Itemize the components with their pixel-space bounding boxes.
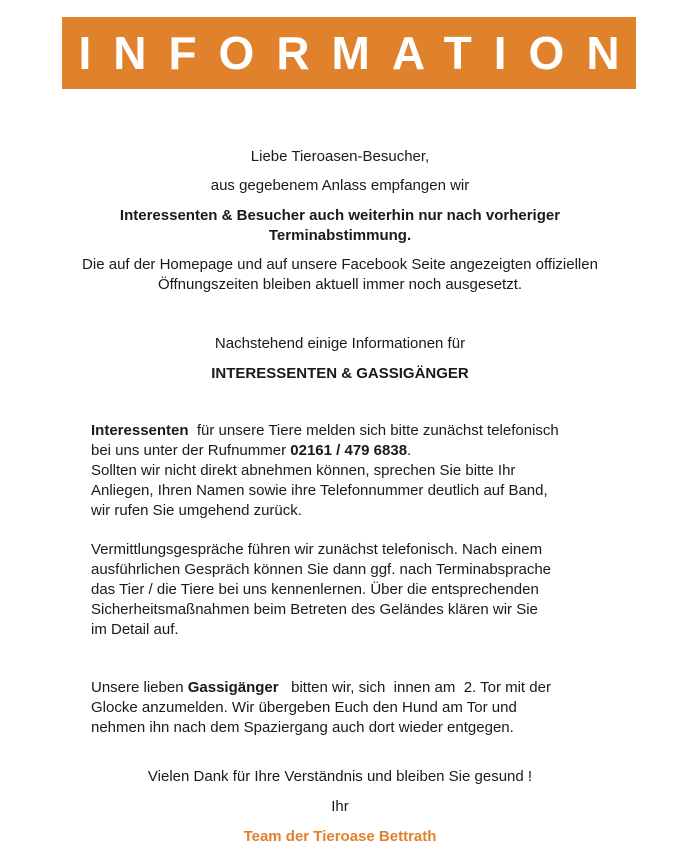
thanks-line: Vielen Dank für Ihre Verständnis und bleiben Sie gesund ! — [147, 768, 533, 785]
interested-line-1 — [91, 421, 591, 441]
mediation-line-2: ausführlichen Gespräch können Sie dann ggf. nach Terminabsprache — [91, 561, 552, 578]
interested-line-2 — [91, 441, 591, 461]
interested-label: Interessenten — [91, 422, 189, 439]
banner-title: INFORMATION — [78, 27, 642, 79]
walkers-line-1 — [91, 678, 591, 698]
mediation-section — [91, 540, 591, 640]
greeting: Liebe Tieroasen-Besucher, — [250, 148, 430, 165]
interested-line-4: Anliegen, Ihren Namen sowie ihre Telefonnummer deutlich auf Band, — [91, 482, 548, 499]
notice-line-2: Terminabstimmung. — [268, 227, 412, 244]
mediation-line-1: Vermittlungsgespräche führen wir zunächst telefonisch. Nach einem — [91, 541, 543, 558]
phone-number: 02161 / 479 6838 — [290, 442, 408, 459]
mediation-line-3: das Tier / die Tiere bei uns kennenlernen. Über die entsprechenden — [91, 581, 539, 598]
interested-line-5: wir rufen Sie umgehend zurück. — [91, 502, 302, 519]
walkers-line-2: Glocke anzumelden. Wir übergeben Euch den Hund am Tor und — [91, 699, 517, 716]
signature: Team der Tieroase Bettrath — [243, 828, 437, 845]
hours-line-2: Öffnungszeiten bleiben aktuell immer noch ausgesetzt. — [157, 276, 523, 293]
walkers-label: Gassigänger — [187, 679, 279, 696]
interested-text-2: bei uns unter der Rufnummer — [91, 442, 291, 459]
mediation-line-5: im Detail auf. — [91, 621, 179, 638]
hours-line-1: Die auf der Homepage und auf unsere Facebook Seite angezeigten offiziellen — [82, 256, 598, 273]
walkers-section — [91, 678, 591, 738]
walkers-post: bitten wir, sich innen am 2. Tor mit der — [278, 679, 551, 696]
info-heading: INTERESSENTEN & GASSIGÄNGER — [211, 365, 469, 382]
information-banner — [62, 17, 642, 89]
closing-line: Ihr — [331, 798, 349, 815]
notice-line-1: Interessenten & Besucher auch weiterhin nur nach vorheriger — [119, 207, 561, 224]
info-intro: Nachstehend einige Informationen für — [214, 335, 466, 352]
interested-line-3: Sollten wir nicht direkt abnehmen können, sprechen Sie bitte Ihr — [91, 462, 516, 479]
walkers-line-3: nehmen ihn nach dem Spaziergang auch dort wieder entgegen. — [91, 719, 514, 736]
intro-line: aus gegebenem Anlass empfangen wir — [210, 177, 470, 194]
interested-section — [91, 421, 591, 521]
walkers-pre: Unsere lieben — [91, 679, 188, 696]
mediation-line-4: Sicherheitsmaßnahmen beim Betreten des Geländes klären wir Sie — [91, 601, 538, 618]
interested-text-3: . — [407, 442, 412, 459]
interested-text-1: für unsere Tiere melden sich bitte zunächst telefonisch — [188, 422, 559, 439]
